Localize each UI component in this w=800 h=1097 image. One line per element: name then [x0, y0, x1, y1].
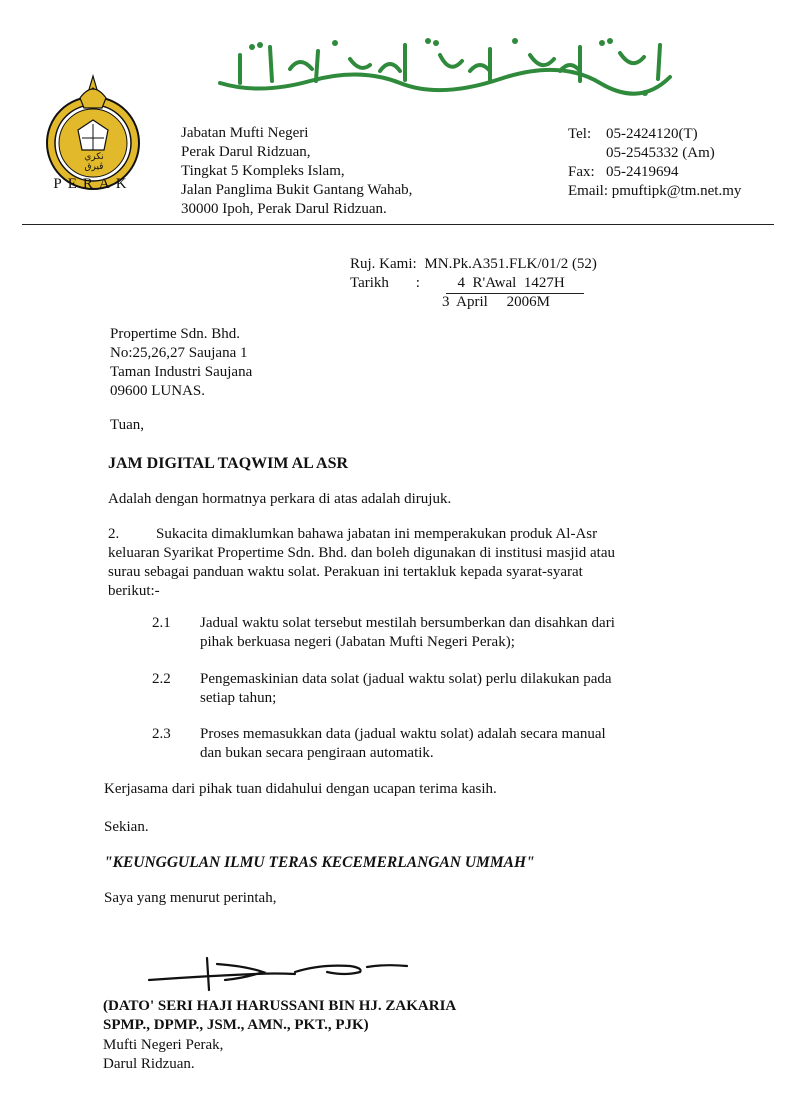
- reference-block: [350, 255, 597, 312]
- hijri-date: 4 R'Awal 1427H: [446, 274, 584, 294]
- condition-line: Jadual waktu solat tersebut mestilah bersumberkan dan disahkan dari: [200, 615, 615, 631]
- recipient-line: Taman Industri Saujana: [110, 364, 253, 380]
- recipient-address: [110, 325, 252, 401]
- address-line: Perak Darul Ridzuan,: [181, 144, 311, 160]
- paragraph-2-line: Sukacita dimaklumkan bahawa jabatan ini memperakukan produk Al-Asr: [156, 526, 598, 542]
- tel-primary: 05-2424120(T): [606, 126, 698, 142]
- tarikh-colon: :: [415, 275, 420, 291]
- sign-off: Saya yang menurut perintah,: [104, 890, 277, 906]
- condition-line: Proses memasukkan data (jadual waktu solat) adalah secara manual: [200, 726, 606, 742]
- perak-crest: [38, 68, 148, 198]
- condition-item: [152, 725, 662, 763]
- tel-label: Tel:: [568, 126, 592, 142]
- salutation: Tuan,: [110, 417, 145, 433]
- signatory-location: Darul Ridzuan.: [103, 1056, 195, 1072]
- paragraph-2-number: 2.: [108, 526, 120, 542]
- condition-line: Pengemaskinian data solat (jadual waktu solat) perlu dilakukan pada: [200, 671, 612, 687]
- paragraph-2-line: surau sebagai panduan waktu solat. Perakuan ini tertakluk kepada syarat-syarat: [108, 564, 583, 580]
- ruj-value: MN.Pk.A351.FLK/01/2 (52): [424, 256, 597, 272]
- paragraph-2: [108, 525, 653, 601]
- condition-number: 2.1: [152, 615, 171, 631]
- gregorian-date: 3 April 2006M: [442, 294, 550, 310]
- condition-item: [152, 614, 662, 652]
- closing-line: Kerjasama dari pihak tuan didahului dengan ucapan terima kasih.: [104, 781, 497, 797]
- signatory-titles: SPMP., DPMP., JSM., AMN., PKT., PJK): [103, 1017, 369, 1033]
- condition-item: [152, 670, 662, 708]
- motto: "KEUNGGULAN ILMU TERAS KECEMERLANGAN UMMAH": [104, 854, 535, 871]
- recipient-line: Propertime Sdn. Bhd.: [110, 326, 240, 342]
- contact-details: [568, 125, 741, 201]
- condition-line: pihak berkuasa negeri (Jabatan Mufti Negeri Perak);: [200, 634, 515, 650]
- email-address: pmuftipk@tm.net.my: [611, 183, 742, 199]
- condition-line: setiap tahun;: [200, 690, 277, 706]
- fax-label: Fax:: [568, 164, 595, 180]
- recipient-line: No:25,26,27 Saujana 1: [110, 345, 248, 361]
- crest-label: PERAK: [53, 176, 133, 192]
- signatory-name: (DATO' SERI HAJI HARUSSANI BIN HJ. ZAKARIA: [103, 998, 457, 1014]
- crest-arabic: نکري ڤيرق: [84, 152, 104, 172]
- intro-paragraph: Adalah dengan hormatnya perkara di atas adalah dirujuk.: [108, 491, 452, 507]
- address-line: Tingkat 5 Kompleks Islam,: [181, 163, 345, 179]
- paragraph-2-line: berikut:-: [108, 583, 160, 599]
- letterhead-divider: [22, 224, 774, 225]
- calligraphy-art: [200, 25, 685, 105]
- paragraph-2-line: keluaran Syarikat Propertime Sdn. Bhd. dan boleh digunakan di institusi masjid atau: [108, 545, 615, 561]
- fax-number: 05-2419694: [606, 164, 679, 180]
- recipient-line: 09600 LUNAS.: [110, 383, 206, 399]
- letterhead-calligraphy: [200, 25, 685, 105]
- address-line: Jabatan Mufti Negeri: [181, 125, 309, 141]
- sekian: Sekian.: [104, 819, 149, 835]
- condition-number: 2.3: [152, 726, 171, 742]
- email-label: Email:: [568, 183, 608, 199]
- signatory-position: Mufti Negeri Perak,: [103, 1037, 224, 1053]
- subject-heading: JAM DIGITAL TAQWIM AL ASR: [108, 455, 349, 472]
- tel-secondary: 05-2545332 (Am): [606, 145, 715, 161]
- condition-number: 2.2: [152, 671, 171, 687]
- address-line: Jalan Panglima Bukit Gantang Wahab,: [181, 182, 413, 198]
- signature-icon: [145, 950, 415, 995]
- tarikh-label: Tarikh: [350, 275, 389, 291]
- department-address: [181, 124, 412, 219]
- address-line: 30000 Ipoh, Perak Darul Ridzuan.: [181, 201, 387, 217]
- handwritten-signature: [145, 950, 415, 995]
- ruj-label: Ruj. Kami:: [350, 256, 417, 272]
- condition-line: dan bukan secara pengiraan automatik.: [200, 745, 434, 761]
